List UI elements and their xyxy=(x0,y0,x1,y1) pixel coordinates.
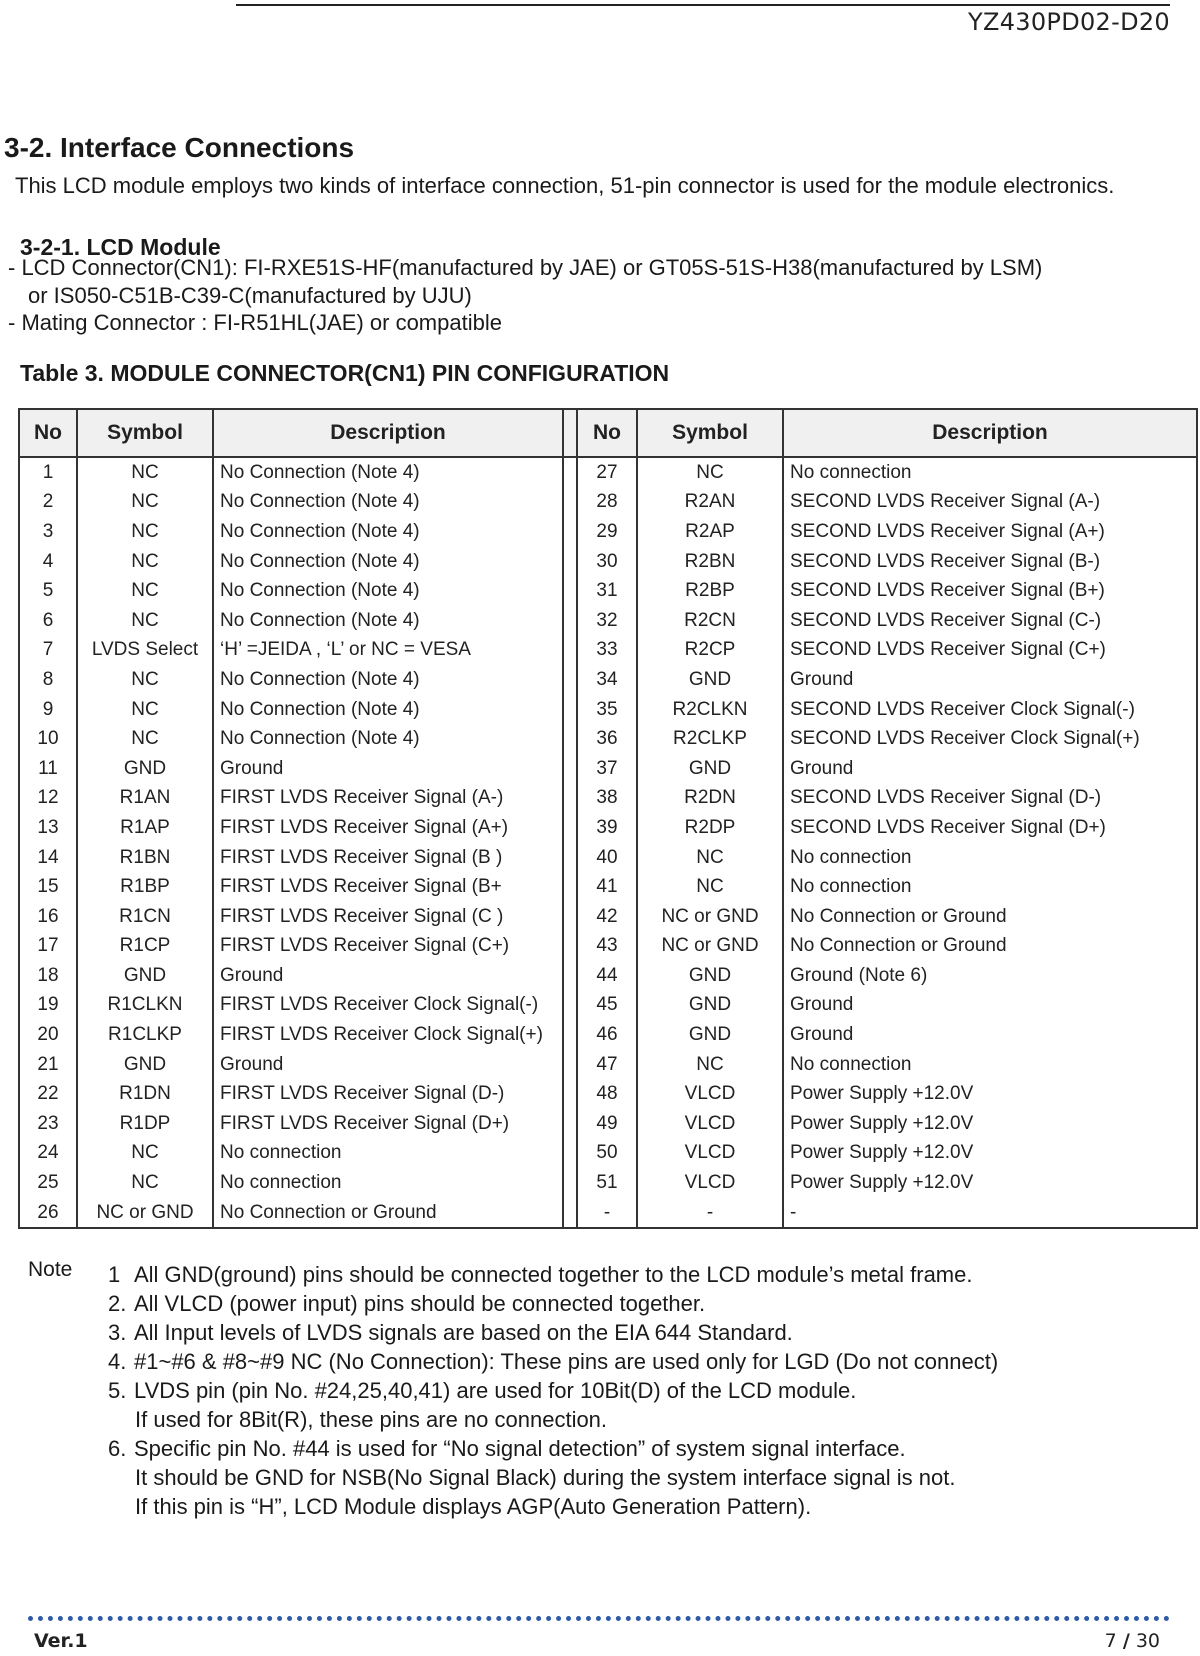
pin-no: 29 xyxy=(596,520,618,542)
table-row xyxy=(19,1079,1197,1109)
pin-no: 34 xyxy=(596,668,618,690)
pin-description: SECOND LVDS Receiver Signal (B+) xyxy=(783,576,1197,606)
pin-description: Ground xyxy=(213,754,563,784)
table-row xyxy=(19,813,1197,843)
pin-symbol: R2CP xyxy=(637,636,783,666)
pin-symbol: R2AN xyxy=(637,488,783,518)
table-row xyxy=(19,665,1197,695)
pin-no: 24 xyxy=(19,1139,77,1169)
pin-no: 7 xyxy=(19,636,77,666)
note-item-continuation xyxy=(108,1492,998,1521)
table-divider xyxy=(563,695,577,725)
pin-no: 20 xyxy=(19,1020,77,1050)
table-divider xyxy=(563,1109,577,1139)
pin-description: FIRST LVDS Receiver Clock Signal(+) xyxy=(213,1020,563,1050)
pin-no: 9 xyxy=(19,695,77,725)
table-row xyxy=(19,961,1197,991)
pin-no: 1 xyxy=(19,457,77,488)
pin-no: 32 xyxy=(596,609,618,631)
pin-symbol: GND xyxy=(637,991,783,1021)
note-text: If this pin is “H”, LCD Module displays AGP(Auto Generation Pattern). xyxy=(135,1494,812,1519)
pin-symbol: NC xyxy=(637,843,783,873)
header-description-right: Description xyxy=(783,409,1197,457)
pin-no: 33 xyxy=(596,639,618,661)
pin-symbol: R1CN xyxy=(77,902,213,932)
table-row xyxy=(19,547,1197,577)
pin-symbol: R1AP xyxy=(77,813,213,843)
table-divider xyxy=(563,547,577,577)
note-text: It should be GND for NSB(No Signal Black) during the system interface signal is not. xyxy=(135,1465,956,1490)
table-row xyxy=(19,754,1197,784)
header-description-left: Description xyxy=(213,409,563,457)
pin-symbol: NC xyxy=(637,1050,783,1080)
pin-symbol: R1BP xyxy=(77,872,213,902)
header-symbol-left: Symbol xyxy=(77,409,213,457)
pin-symbol: R1CLKN xyxy=(77,991,213,1021)
pin-no: 25 xyxy=(19,1168,77,1198)
pin-no: 46 xyxy=(596,1024,618,1046)
pin-no: 49 xyxy=(596,1112,618,1134)
table-header-row xyxy=(19,409,1197,457)
note-item xyxy=(108,1376,998,1405)
pin-no: 51 xyxy=(596,1172,618,1194)
pin-no: 17 xyxy=(19,932,77,962)
pin-no: 43 xyxy=(596,935,618,957)
pin-description: No connection xyxy=(783,843,1197,873)
pin-description: - xyxy=(783,1198,1197,1229)
note-item-continuation xyxy=(108,1463,998,1492)
table-divider xyxy=(563,1050,577,1080)
pin-symbol: R1DN xyxy=(77,1079,213,1109)
pin-no: 16 xyxy=(19,902,77,932)
pin-symbol: - xyxy=(637,1198,783,1229)
pin-no: 8 xyxy=(19,665,77,695)
footer-dotted-rule xyxy=(28,1616,1170,1621)
pin-no: 47 xyxy=(596,1053,618,1075)
pin-symbol: VLCD xyxy=(637,1079,783,1109)
pin-description: SECOND LVDS Receiver Clock Signal(+) xyxy=(783,724,1197,754)
pin-no: 27 xyxy=(596,461,618,483)
table-divider xyxy=(563,606,577,636)
pin-symbol: VLCD xyxy=(637,1139,783,1169)
pin-description: No Connection (Note 4) xyxy=(213,665,563,695)
table-divider xyxy=(563,991,577,1021)
pin-description: Ground xyxy=(783,991,1197,1021)
document-id: YZ430PD02-D20 xyxy=(968,8,1170,36)
pin-description: FIRST LVDS Receiver Signal (D+) xyxy=(213,1109,563,1139)
table-row xyxy=(19,843,1197,873)
pin-symbol: NC or GND xyxy=(637,932,783,962)
pin-symbol: R1DP xyxy=(77,1109,213,1139)
pin-symbol: GND xyxy=(77,961,213,991)
pin-no: 4 xyxy=(19,547,77,577)
note-text: LVDS pin (pin No. #24,25,40,41) are used for 10Bit(D) of the LCD module. xyxy=(134,1378,857,1403)
table-divider xyxy=(563,1079,577,1109)
pin-description: SECOND LVDS Receiver Signal (A+) xyxy=(783,517,1197,547)
pin-no: 48 xyxy=(596,1083,618,1105)
pin-description: FIRST LVDS Receiver Signal (A-) xyxy=(213,784,563,814)
note-item xyxy=(108,1347,998,1376)
pin-symbol: GND xyxy=(637,1020,783,1050)
table-row xyxy=(19,991,1197,1021)
lcd-connector-line-2: or IS050-C51B-C39-C(manufactured by UJU) xyxy=(28,283,472,308)
pin-description: No Connection or Ground xyxy=(783,932,1197,962)
pin-no: 22 xyxy=(19,1079,77,1109)
pin-description: SECOND LVDS Receiver Signal (C-) xyxy=(783,606,1197,636)
pin-description: No Connection (Note 4) xyxy=(213,576,563,606)
note-text: If used for 8Bit(R), these pins are no connection. xyxy=(135,1407,608,1432)
pin-symbol: NC or GND xyxy=(77,1198,213,1229)
pin-description: No connection xyxy=(213,1139,563,1169)
pin-description: No Connection (Note 4) xyxy=(213,547,563,577)
pin-symbol: VLCD xyxy=(637,1109,783,1139)
pin-description: Ground xyxy=(783,1020,1197,1050)
table-divider xyxy=(563,636,577,666)
note-item xyxy=(108,1260,998,1289)
pin-no: 12 xyxy=(19,784,77,814)
table-divider xyxy=(563,813,577,843)
pin-symbol: NC xyxy=(77,547,213,577)
table-row xyxy=(19,1198,1197,1229)
table-row xyxy=(19,932,1197,962)
table-row xyxy=(19,576,1197,606)
page-total: 30 xyxy=(1135,1630,1160,1652)
table-body xyxy=(19,457,1197,1228)
pin-description: No Connection (Note 4) xyxy=(213,488,563,518)
pin-description: Ground xyxy=(213,961,563,991)
pin-description: FIRST LVDS Receiver Signal (C ) xyxy=(213,902,563,932)
note-label: Note xyxy=(28,1258,73,1281)
pin-description: ‘H’ =JEIDA , ‘L’ or NC = VESA xyxy=(213,636,563,666)
subsection-title: 3-2-1. LCD Module xyxy=(20,234,221,260)
table-divider xyxy=(563,409,577,457)
pin-description: Ground xyxy=(783,665,1197,695)
header-no-right: No xyxy=(577,409,637,457)
page-current: 7 xyxy=(1104,1630,1117,1652)
pin-no: 37 xyxy=(596,757,618,779)
pin-symbol: GND xyxy=(77,754,213,784)
table-row xyxy=(19,636,1197,666)
pin-description: SECOND LVDS Receiver Signal (A-) xyxy=(783,488,1197,518)
table-row xyxy=(19,517,1197,547)
pin-symbol: GND xyxy=(637,665,783,695)
pin-no: 21 xyxy=(19,1050,77,1080)
pin-no: 23 xyxy=(19,1109,77,1139)
pin-description: FIRST LVDS Receiver Signal (B ) xyxy=(213,843,563,873)
table-divider xyxy=(563,488,577,518)
note-number: 4. xyxy=(108,1349,127,1374)
pin-configuration-table xyxy=(18,408,1198,1229)
table-row xyxy=(19,1020,1197,1050)
pin-description: Ground (Note 6) xyxy=(783,961,1197,991)
pin-symbol: NC or GND xyxy=(637,902,783,932)
table-row xyxy=(19,457,1197,488)
pin-no: 40 xyxy=(596,846,618,868)
pin-symbol: R2CLKN xyxy=(637,695,783,725)
pin-description: Ground xyxy=(783,754,1197,784)
pin-symbol: NC xyxy=(637,457,783,488)
pin-no: 50 xyxy=(596,1142,618,1164)
pin-description: No connection xyxy=(783,872,1197,902)
pin-symbol: LVDS Select xyxy=(77,636,213,666)
table-divider xyxy=(563,961,577,991)
note-number: 2. xyxy=(108,1291,127,1316)
lcd-connector-line: - LCD Connector(CN1): FI-RXE51S-HF(manufactured by JAE) or GT05S-51S-H38(manufactured by LSM) xyxy=(8,255,1043,280)
table-divider xyxy=(563,576,577,606)
note-text: Specific pin No. #44 is used for “No signal detection” of system signal interface. xyxy=(134,1436,906,1461)
pin-symbol: R2BP xyxy=(637,576,783,606)
pin-description: SECOND LVDS Receiver Signal (B-) xyxy=(783,547,1197,577)
table-row xyxy=(19,784,1197,814)
pin-description: FIRST LVDS Receiver Signal (B+ xyxy=(213,872,563,902)
pin-symbol: R2BN xyxy=(637,547,783,577)
pin-description: FIRST LVDS Receiver Signal (C+) xyxy=(213,932,563,962)
pin-description: FIRST LVDS Receiver Clock Signal(-) xyxy=(213,991,563,1021)
pin-no: 18 xyxy=(19,961,77,991)
note-number: 5. xyxy=(108,1378,127,1403)
pin-no: 39 xyxy=(596,816,618,838)
pin-description: No connection xyxy=(783,457,1197,488)
note-text: All GND(ground) pins should be connected together to the LCD module’s metal frame. xyxy=(134,1262,973,1287)
notes-list xyxy=(108,1260,998,1521)
intro-paragraph: This LCD module employs two kinds of interface connection, 51-pin connector is used for the module electronics. xyxy=(15,173,1115,198)
pin-symbol: NC xyxy=(77,665,213,695)
pin-description: Power Supply +12.0V xyxy=(783,1079,1197,1109)
pin-symbol: NC xyxy=(77,724,213,754)
pin-symbol: NC xyxy=(77,457,213,488)
table-divider xyxy=(563,754,577,784)
pin-no: 41 xyxy=(596,876,618,898)
table-divider xyxy=(563,902,577,932)
pin-description: Power Supply +12.0V xyxy=(783,1109,1197,1139)
note-text: #1~#6 & #8~#9 NC (No Connection): These pins are used only for LGD (Do not connect) xyxy=(134,1349,999,1374)
pin-no: 26 xyxy=(19,1198,77,1229)
table-row xyxy=(19,724,1197,754)
table-divider xyxy=(563,932,577,962)
pin-no: 44 xyxy=(596,964,618,986)
pin-no: 45 xyxy=(596,994,618,1016)
pin-no: 35 xyxy=(596,698,618,720)
header-rule xyxy=(236,4,1170,6)
pin-description: No connection xyxy=(783,1050,1197,1080)
pin-description: SECOND LVDS Receiver Clock Signal(-) xyxy=(783,695,1197,725)
pin-no: 5 xyxy=(19,576,77,606)
table-divider xyxy=(563,457,577,488)
header-symbol-right: Symbol xyxy=(637,409,783,457)
pin-no: 13 xyxy=(19,813,77,843)
pin-description: No Connection (Note 4) xyxy=(213,457,563,488)
table-divider xyxy=(563,1198,577,1229)
pin-symbol: NC xyxy=(77,695,213,725)
pin-no: 28 xyxy=(596,491,618,513)
pin-symbol: NC xyxy=(637,872,783,902)
pin-symbol: GND xyxy=(637,754,783,784)
pin-no: 6 xyxy=(19,606,77,636)
pin-no: 19 xyxy=(19,991,77,1021)
pin-symbol: NC xyxy=(77,606,213,636)
table-row xyxy=(19,695,1197,725)
pin-no: - xyxy=(577,1198,637,1229)
pin-description: No Connection (Note 4) xyxy=(213,695,563,725)
pin-no: 36 xyxy=(596,728,618,750)
pin-symbol: NC xyxy=(77,1168,213,1198)
mating-connector-line: - Mating Connector : FI-R51HL(JAE) or compatible xyxy=(8,310,502,335)
note-number: 3. xyxy=(108,1320,127,1345)
pin-symbol: R2AP xyxy=(637,517,783,547)
note-item xyxy=(108,1318,998,1347)
note-text: All VLCD (power input) pins should be connected together. xyxy=(134,1291,706,1316)
pin-no: 2 xyxy=(19,488,77,518)
note-text: All Input levels of LVDS signals are based on the EIA 644 Standard. xyxy=(134,1320,793,1345)
pin-no: 11 xyxy=(19,754,77,784)
pin-no: 15 xyxy=(19,872,77,902)
table-row xyxy=(19,488,1197,518)
pin-symbol: NC xyxy=(77,488,213,518)
pin-no: 38 xyxy=(596,787,618,809)
table-row xyxy=(19,606,1197,636)
pin-symbol: GND xyxy=(77,1050,213,1080)
pin-description: No Connection (Note 4) xyxy=(213,606,563,636)
pin-no: 31 xyxy=(596,580,618,602)
table-divider xyxy=(563,1139,577,1169)
note-item xyxy=(108,1434,998,1463)
pin-symbol: R1BN xyxy=(77,843,213,873)
note-item-continuation xyxy=(108,1405,998,1434)
section-title: 3-2. Interface Connections xyxy=(4,132,355,163)
pin-description: No Connection (Note 4) xyxy=(213,517,563,547)
pin-description: FIRST LVDS Receiver Signal (A+) xyxy=(213,813,563,843)
note-number: 6. xyxy=(108,1436,127,1461)
table-caption: Table 3. MODULE CONNECTOR(CN1) PIN CONFIGURATION xyxy=(20,360,670,386)
pin-symbol: R1AN xyxy=(77,784,213,814)
table-divider xyxy=(563,872,577,902)
table-divider xyxy=(563,784,577,814)
pin-symbol: NC xyxy=(77,576,213,606)
table-row xyxy=(19,1109,1197,1139)
pin-symbol: GND xyxy=(637,961,783,991)
table-divider xyxy=(563,1020,577,1050)
pin-no: 30 xyxy=(596,550,618,572)
pin-symbol: NC xyxy=(77,517,213,547)
table-divider xyxy=(563,1168,577,1198)
table-divider xyxy=(563,724,577,754)
pin-description: Power Supply +12.0V xyxy=(783,1139,1197,1169)
pin-description: Ground xyxy=(213,1050,563,1080)
pin-symbol: R2CLKP xyxy=(637,724,783,754)
pin-description: No Connection or Ground xyxy=(213,1198,563,1229)
table-row xyxy=(19,1050,1197,1080)
pin-no: 3 xyxy=(19,517,77,547)
pin-description: Power Supply +12.0V xyxy=(783,1168,1197,1198)
page-separator: / xyxy=(1122,1630,1130,1652)
table-row xyxy=(19,902,1197,932)
pin-symbol: NC xyxy=(77,1139,213,1169)
header-no-left: No xyxy=(19,409,77,457)
version-label: Ver.1 xyxy=(34,1630,88,1652)
pin-no: 10 xyxy=(19,724,77,754)
pin-description: No connection xyxy=(213,1168,563,1198)
note-item xyxy=(108,1289,998,1318)
pin-symbol: R2CN xyxy=(637,606,783,636)
pin-description: No Connection (Note 4) xyxy=(213,724,563,754)
table-divider xyxy=(563,665,577,695)
pin-description: SECOND LVDS Receiver Signal (D-) xyxy=(783,784,1197,814)
pin-description: SECOND LVDS Receiver Signal (C+) xyxy=(783,636,1197,666)
pin-symbol: R1CP xyxy=(77,932,213,962)
page-number xyxy=(1105,1630,1160,1652)
table-row xyxy=(19,1139,1197,1169)
pin-description: No Connection or Ground xyxy=(783,902,1197,932)
table-divider xyxy=(563,843,577,873)
pin-symbol: VLCD xyxy=(637,1168,783,1198)
pin-description: FIRST LVDS Receiver Signal (D-) xyxy=(213,1079,563,1109)
note-number: 1 xyxy=(108,1262,121,1287)
table-row xyxy=(19,872,1197,902)
pin-symbol: R2DN xyxy=(637,784,783,814)
pin-no: 42 xyxy=(596,905,618,927)
pin-symbol: R1CLKP xyxy=(77,1020,213,1050)
pin-no: 14 xyxy=(19,843,77,873)
table-row xyxy=(19,1168,1197,1198)
pin-description: SECOND LVDS Receiver Signal (D+) xyxy=(783,813,1197,843)
pin-symbol: R2DP xyxy=(637,813,783,843)
table-divider xyxy=(563,517,577,547)
